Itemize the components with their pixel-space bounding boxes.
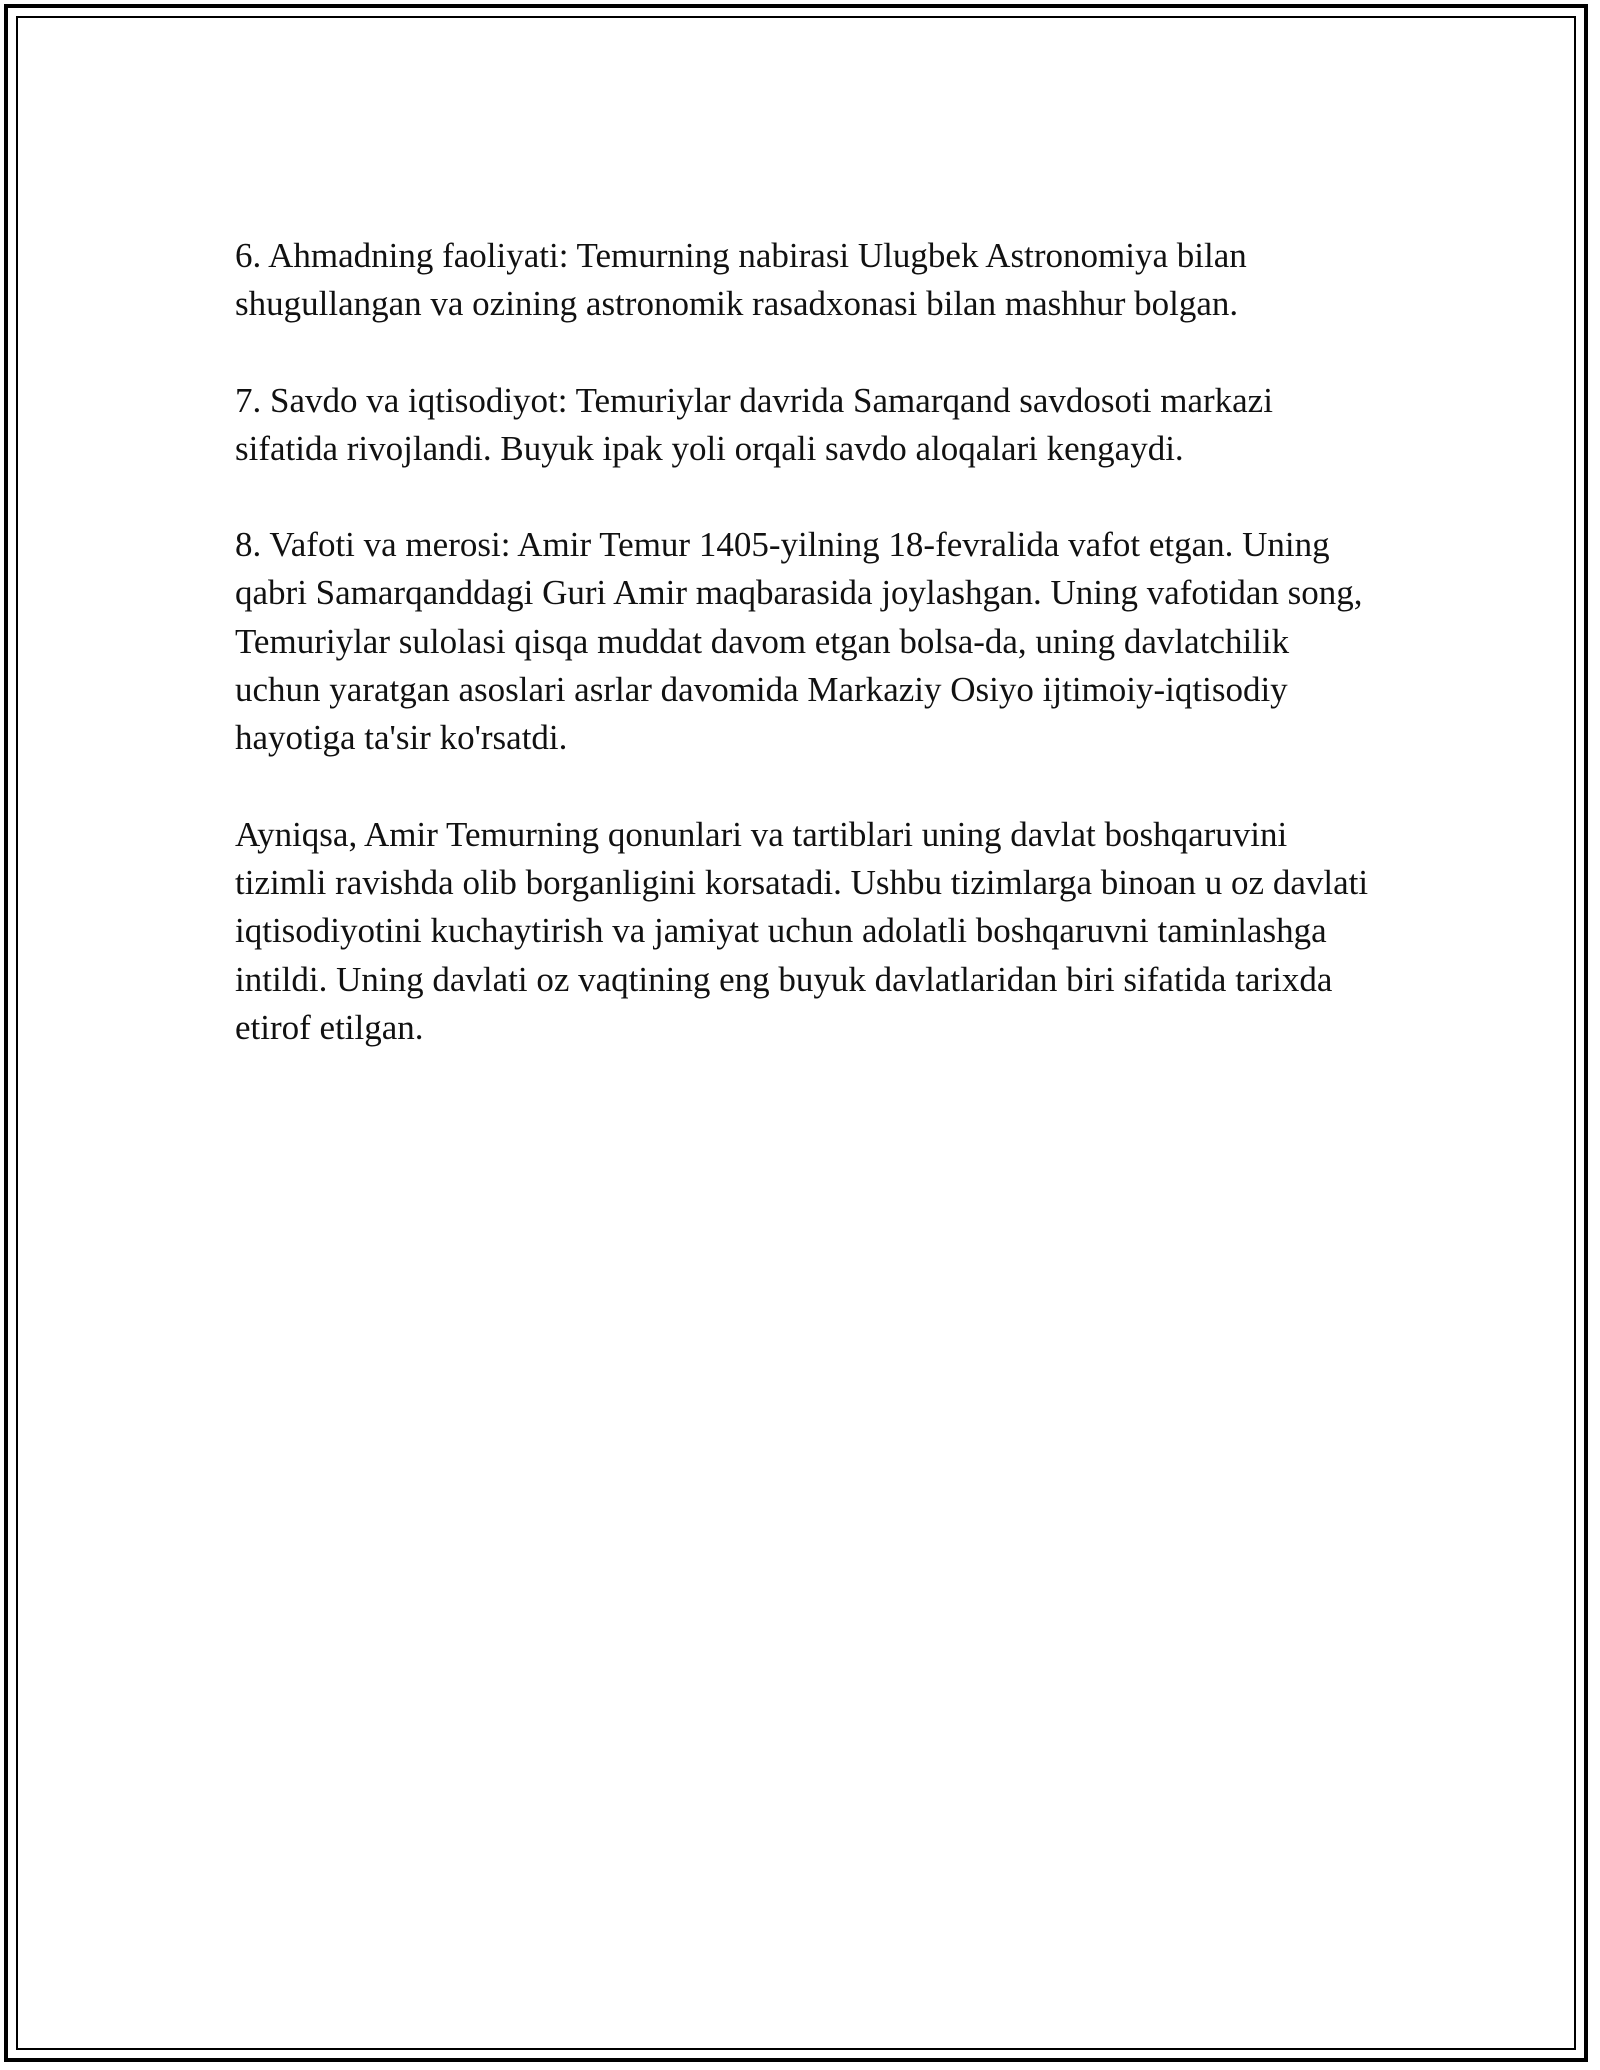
paragraph-ayniqsa: Ayniqsa, Amir Temurning qonunlari va tartiblari uning davlat boshqaruvini tizimli ravishda olib borganligini korsatadi. Ushbu tizimlarga binoan u oz davlati iqtisodiyotini kuchaytirish va jamiyat uchun adolatli boshqaruvni taminlashga intildi. Uning davlati oz vaqtining eng buyuk davlatlaridan biri sifatida tarixda etirof etilgan. bbox=[235, 814, 1369, 1047]
paragraph-savdo-va-iqtisodiyot: 7. Savdo va iqtisodiyot: Temuriylar davrida Samarqand savdosoti markazi sifatida rivojlandi. Buyuk ipak yoli orqali savdo aloqalari kengaydi. bbox=[235, 380, 1273, 468]
paragraph-vafoti-va-merosi: 8. Vafoti va merosi: Amir Temur 1405-yilning 18-fevralida vafot etgan. Uning qabri Samarqanddagi Guri Amir maqbarasida joylashgan. Uning vafotidan song, Temuriylar sulolasi qisqa muddat davom etgan bolsa-da, uning davlatchilik uchun yaratgan asoslari asrlar davomida Markaziy Osiyo ijtimoiy-iqtisodiy hayotiga ta'sir ko'rsatdi. bbox=[235, 525, 1363, 758]
paragraph-ahmadning-faoliyati: 6. Ahmadning faoliyati: Temurning nabirasi Ulugbek Astronomiya bilan shugullangan va ozining astronomik rasadxonasi bilan mashhur bolgan. bbox=[235, 236, 1247, 324]
document-body bbox=[235, 232, 1375, 1100]
